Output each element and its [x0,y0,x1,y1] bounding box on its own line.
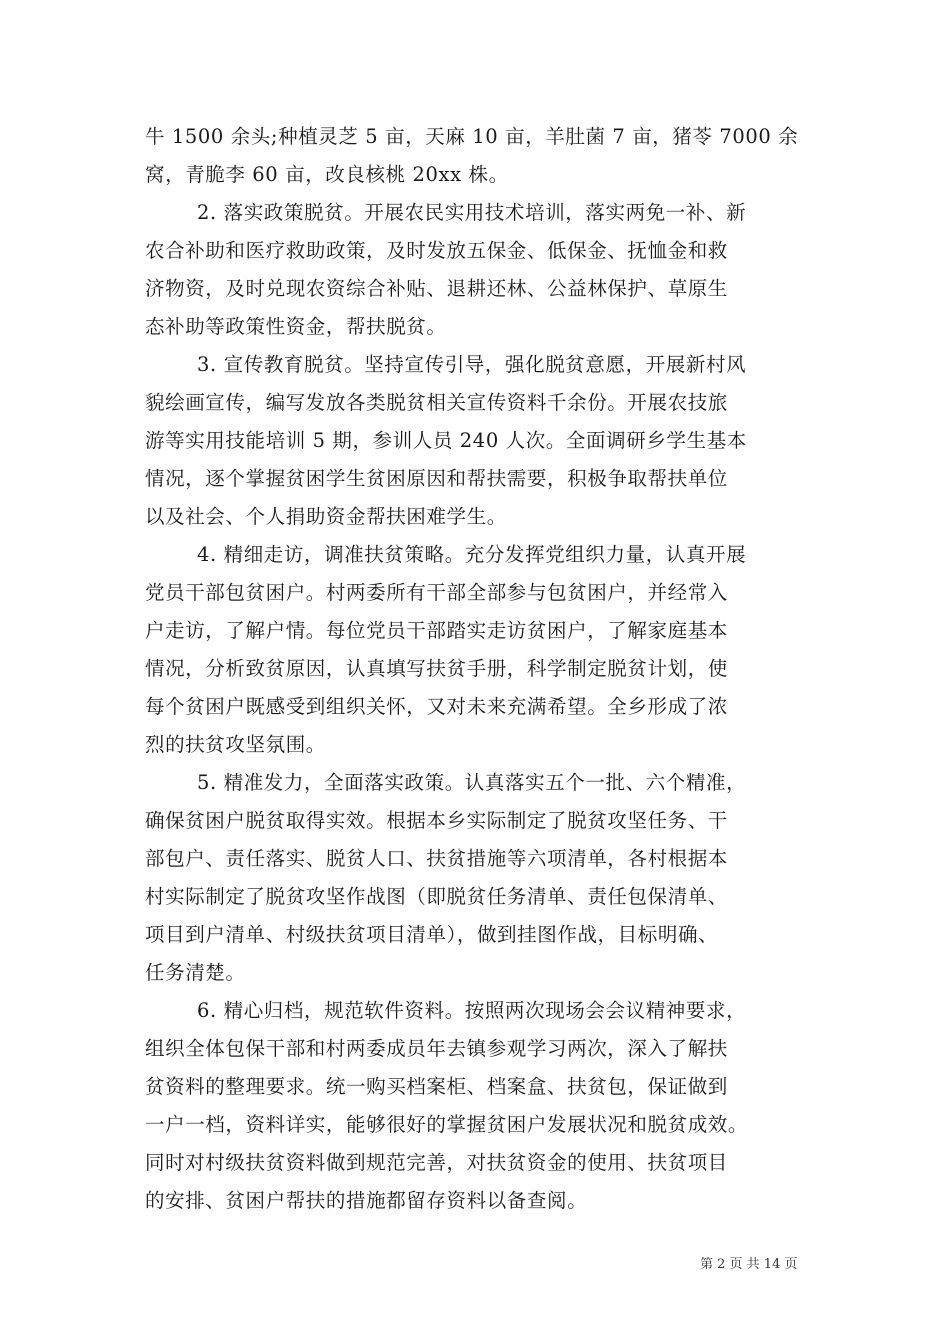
text-line: 济物资，及时兑现农资综合补贴、退耕还林、公益林保护、草原生 [145,277,728,300]
paragraph-4-heading-line: 4. 精细走访，调准扶贫策略。充分发挥党组织力量，认真开展 [197,543,747,566]
paragraph-3-heading-line: 3. 宣传教育脱贫。坚持宣传引导，强化脱贫意愿，开展新村风 [197,353,747,376]
page-number: 第 2 页 共 14 页 [700,1257,798,1272]
text-line: 以及社会、个人捐助资金帮扶困难学生。 [145,505,507,528]
paragraph-6-heading-line: 6. 精心归档，规范软件资料。按照两次现场会会议精神要求， [197,999,747,1022]
text-line: 游等实用技能培训 5 期，参训人员 240 人次。全面调研乡学生基本 [145,429,747,452]
text-line: 组织全体包保干部和村两委成员年去镇参观学习两次，深入了解扶 [145,1037,728,1060]
document-body [145,118,825,1220]
text-line: 部包户、责任落实、脱贫人口、扶贫措施等六项清单，各村根据本 [145,847,728,870]
text-line: 牛 1500 余头;种植灵芝 5 亩，天麻 10 亩，羊肚菌 7 亩，猪苓 7000 余 [145,125,799,148]
text-line: 党员干部包贫困户。村两委所有干部全部参与包贫困户，并经常入 [145,581,728,604]
text-line: 的安排、贫困户帮扶的措施都留存资料以备查阅。 [145,1189,588,1212]
paragraph-5-heading-line: 5. 精准发力，全面落实政策。认真落实五个一批、六个精准， [197,771,747,794]
text-line: 贫资料的整理要求。统一购买档案柜、档案盒、扶贫包，保证做到 [145,1075,728,1098]
text-line: 情况，分析致贫原因，认真填写扶贫手册，科学制定脱贫计划，使 [145,657,728,680]
text-line: 烈的扶贫攻坚氛围。 [145,733,326,756]
text-line: 貌绘画宣传，编写发放各类脱贫相关宣传资料千余份。开展农技旅 [145,391,728,414]
text-line: 情况，逐个掌握贫困学生贫困原因和帮扶需要，积极争取帮扶单位 [145,467,728,490]
text-line: 村实际制定了脱贫攻坚作战图（即脱贫任务清单、责任包保清单、 [145,885,728,908]
text-line: 任务清楚。 [145,961,246,984]
text-line: 同时对村级扶贫资料做到规范完善，对扶贫资金的使用、扶贫项目 [145,1151,728,1174]
text-line: 确保贫困户脱贫取得实效。根据本乡实际制定了脱贫攻坚任务、干 [145,809,728,832]
paragraph-2-heading-line: 2. 落实政策脱贫。开展农民实用技术培训，落实两免一补、新 [197,201,747,224]
text-line: 窝，青脆李 60 亩，改良核桃 20xx 株。 [145,163,509,186]
text-line: 户走访，了解户情。每位党员干部踏实走访贫困户，了解家庭基本 [145,619,728,642]
text-line: 态补助等政策性资金，帮扶脱贫。 [145,315,447,338]
text-line: 每个贫困户既感受到组织关怀，又对未来充满希望。全乡形成了浓 [145,695,728,718]
text-line: 项目到户清单、村级扶贫项目清单），做到挂图作战，目标明确、 [145,923,719,946]
text-line: 一户一档，资料详实，能够很好的掌握贫困户发展状况和脱贫成效。 [145,1113,749,1136]
text-line: 农合补助和医疗救助政策，及时发放五保金、低保金、抚恤金和救 [145,239,728,262]
